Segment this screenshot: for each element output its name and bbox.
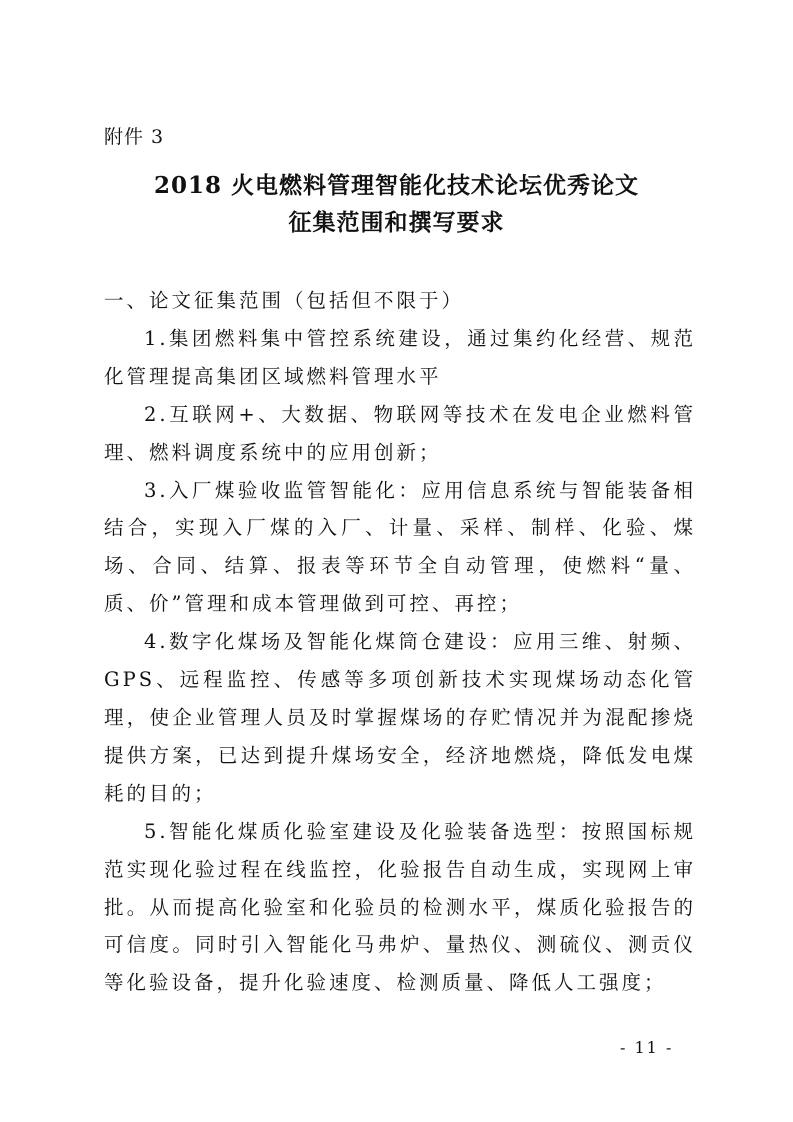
list-item-4: 4.数字化煤场及智能化煤筒仓建设：应用三维、射频、GPS、远程监控、传感等多项创新技术实现煤场动态化管理，使企业管理人员及时掌握煤场的存贮情况并为混配掺烧提供方案，已达到提升煤场安全，经济地燃烧，降低发电煤耗的目的； (104, 630, 696, 805)
document-title-line-2: 征集范围和撰写要求 (288, 209, 505, 236)
page-number: - 11 - (620, 1038, 674, 1057)
list-item-3: 3.入厂煤验收监管智能化：应用信息系统与智能装备相结合，实现入厂煤的入厂、计量、采样、制样、化验、煤场、合同、结算、报表等环节全自动管理，使燃料“量、质、价”管理和成本管理做到可控、再控； (104, 478, 696, 616)
list-item-1: 1.集团燃料集中管控系统建设，通过集约化经营、规范化管理提高集团区域燃料管理水平 (104, 326, 696, 388)
list-item-5: 5.智能化煤质化验室建设及化验装备选型：按照国标规范实现化验过程在线监控，化验报告自动生成，实现网上审批。从而提高化验室和化验员的检测水平，煤质化验报告的可信度。同时引入智能化马弗炉、量热仪、测硫仪、测贡仪等化验设备，提升化验速度、检测质量、降低人工强度； (104, 819, 696, 995)
document-title-line-1: 2018 火电燃料管理智能化技术论坛优秀论文 (153, 172, 640, 199)
attachment-label: 附件 3 (104, 126, 165, 148)
section-heading: 一、论文征集范围（包括但不限于） (104, 289, 465, 312)
document-body (104, 282, 696, 1002)
list-item-2: 2.互联网+、大数据、物联网等技术在发电企业燃料管理、燃料调度系统中的应用创新； (104, 402, 696, 464)
